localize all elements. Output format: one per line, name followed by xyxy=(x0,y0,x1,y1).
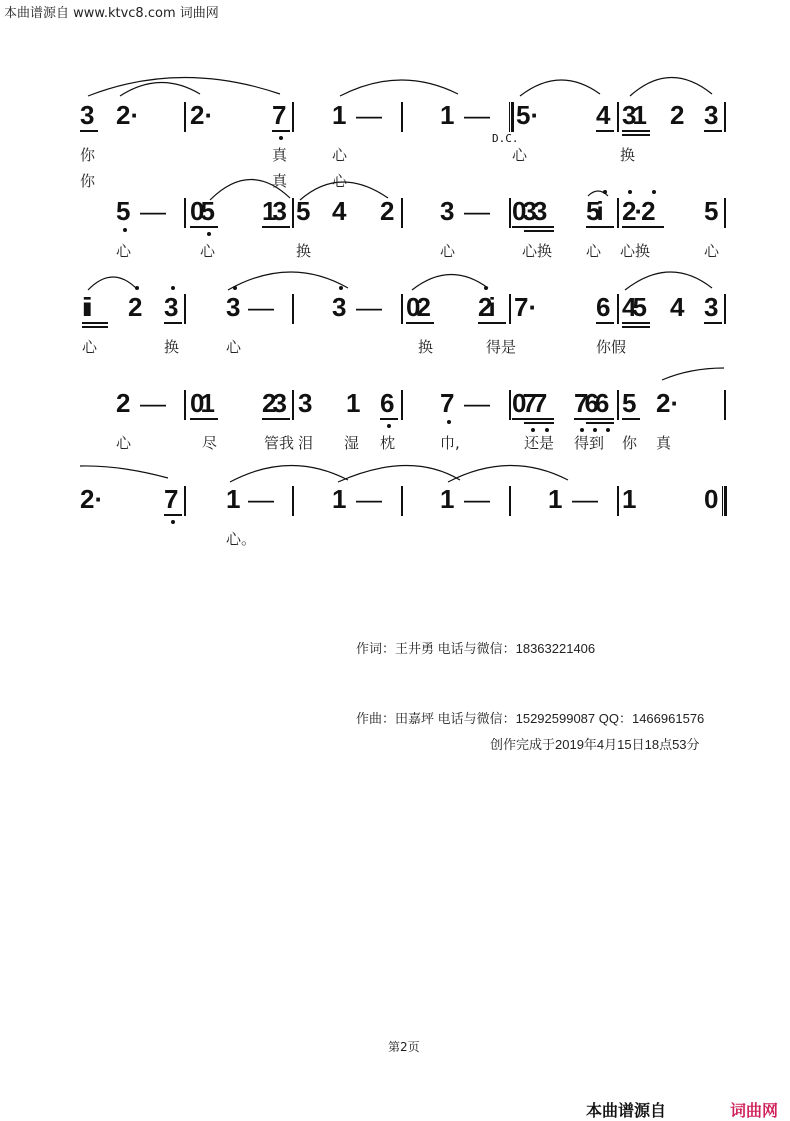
barline xyxy=(401,390,403,420)
octave-dot xyxy=(233,286,237,290)
octave-dot xyxy=(135,286,139,290)
underline xyxy=(596,130,614,132)
barline xyxy=(401,486,403,516)
note: 2· xyxy=(116,100,140,130)
octave-dot xyxy=(652,190,656,194)
lyric: 心 xyxy=(512,146,528,164)
underline xyxy=(380,418,398,420)
note: 2i xyxy=(478,292,492,322)
underline-double xyxy=(622,326,650,328)
dash: — xyxy=(356,292,382,322)
dash: — xyxy=(464,196,490,226)
lyric: 换 xyxy=(296,242,312,260)
lyric: 得到 xyxy=(574,434,605,452)
barline xyxy=(509,294,511,324)
octave-dot xyxy=(279,136,283,140)
barline xyxy=(292,486,294,516)
dash: — xyxy=(356,100,382,130)
underline xyxy=(478,322,506,324)
lyric: 心 xyxy=(440,242,456,260)
note: 4 xyxy=(670,292,685,322)
barline xyxy=(509,390,511,420)
lyric: 湿 xyxy=(344,434,360,452)
dash: — xyxy=(248,292,274,322)
lyric: 枕 xyxy=(380,434,396,452)
lyric: 换 xyxy=(620,146,636,164)
lyric: 真 xyxy=(272,146,288,164)
lyric: 心 xyxy=(226,338,242,356)
barline xyxy=(509,198,511,228)
octave-dot xyxy=(484,286,488,290)
underline xyxy=(262,226,290,228)
octave-dot xyxy=(606,428,610,432)
dash: — xyxy=(140,196,166,226)
underline xyxy=(596,322,614,324)
note: 1 xyxy=(332,484,347,514)
barline xyxy=(184,102,186,132)
lyric: 你假 xyxy=(596,338,627,356)
underline-double xyxy=(622,134,650,136)
lyric: 还是 xyxy=(524,434,555,452)
note: 3 xyxy=(704,100,719,130)
note: 1 xyxy=(622,484,637,514)
note: 766 xyxy=(574,388,606,418)
final-barline xyxy=(722,486,727,516)
lyric: 管我 xyxy=(264,434,295,452)
note: 3 xyxy=(226,292,241,322)
note: 1 xyxy=(548,484,563,514)
note: 05 xyxy=(190,196,211,226)
dash: — xyxy=(464,484,490,514)
note: 4 xyxy=(596,100,611,130)
octave-dot xyxy=(603,190,607,194)
note: 5i xyxy=(586,196,600,226)
barline xyxy=(292,102,294,132)
underline xyxy=(512,418,554,420)
dash: — xyxy=(140,388,166,418)
barline xyxy=(617,390,619,420)
note: 5· xyxy=(516,100,540,130)
note: 2· xyxy=(656,388,680,418)
note: 5 xyxy=(296,196,311,226)
underline xyxy=(406,322,434,324)
underline xyxy=(512,226,554,228)
note: 2 xyxy=(128,292,143,322)
barline xyxy=(724,294,726,324)
lyric: 心 xyxy=(586,242,602,260)
lyric: 换 xyxy=(164,338,180,356)
octave-dot xyxy=(387,424,391,428)
note: 45 xyxy=(622,292,643,322)
dash: — xyxy=(572,484,598,514)
note: 1 xyxy=(226,484,241,514)
note: 01 xyxy=(190,388,211,418)
note: ii xyxy=(82,292,89,322)
barline xyxy=(617,102,619,132)
underline xyxy=(272,130,290,132)
lyric: 真 xyxy=(656,434,672,452)
composer-credit: 作曲：田嘉坪 电话与微信：15292599087 QQ：1466961576 xyxy=(356,711,705,726)
note: 3 xyxy=(704,292,719,322)
underline xyxy=(622,418,640,420)
note: 02 xyxy=(406,292,427,322)
note: 2 xyxy=(116,388,131,418)
lyric: 得是 xyxy=(486,338,517,356)
lyric: 心 xyxy=(332,146,348,164)
underline xyxy=(190,418,218,420)
underline xyxy=(262,418,290,420)
lyricist-credit: 作词：王井勇 电话与微信：18363221406 xyxy=(356,641,596,656)
octave-dot xyxy=(171,520,175,524)
octave-dot xyxy=(447,420,451,424)
lyric: 心 xyxy=(116,434,132,452)
dash: — xyxy=(464,388,490,418)
underline-double xyxy=(82,326,108,328)
note: 3 xyxy=(332,292,347,322)
barline xyxy=(401,102,403,132)
octave-dot xyxy=(628,190,632,194)
note: 3 xyxy=(164,292,179,322)
barline xyxy=(184,294,186,324)
footer-site-logo[interactable]: 词曲网 xyxy=(730,1101,779,1120)
underline xyxy=(574,418,614,420)
lyric: 巾, xyxy=(440,434,460,452)
barline xyxy=(292,390,294,420)
octave-dot xyxy=(339,286,343,290)
underline-double xyxy=(524,230,554,232)
barline xyxy=(184,486,186,516)
note: 6 xyxy=(596,292,611,322)
note: 1 xyxy=(346,388,361,418)
barline xyxy=(184,390,186,420)
lyric: 心换 xyxy=(522,242,553,260)
barline xyxy=(617,486,619,516)
dc-marker: D.C. xyxy=(492,132,519,145)
barline xyxy=(401,198,403,228)
underline xyxy=(622,322,650,324)
barline xyxy=(509,486,511,516)
lyric: 你 xyxy=(80,172,96,190)
barline xyxy=(617,198,619,228)
note: 2·2 xyxy=(622,196,654,226)
note: 6 xyxy=(380,388,395,418)
barline xyxy=(617,294,619,324)
note: 4 xyxy=(332,196,347,226)
dash: — xyxy=(464,100,490,130)
note: 31 xyxy=(622,100,643,130)
lyric: 心 xyxy=(200,242,216,260)
lyric: 你 xyxy=(622,434,638,452)
barline xyxy=(184,198,186,228)
underline-double xyxy=(586,422,614,424)
lyric: 你 xyxy=(80,146,96,164)
underline-double xyxy=(524,422,554,424)
note: 7 xyxy=(164,484,179,514)
note: 3 xyxy=(440,196,455,226)
note: 2· xyxy=(80,484,104,514)
underline xyxy=(190,226,218,228)
barline xyxy=(724,102,726,132)
note: 5 xyxy=(622,388,637,418)
note: 5 xyxy=(116,196,131,226)
note: 033 xyxy=(512,196,544,226)
page-number: 第2页 xyxy=(388,1040,420,1054)
lyric: 真 xyxy=(272,172,288,190)
underline xyxy=(622,130,650,132)
note: 7 xyxy=(272,100,287,130)
note: 2 xyxy=(670,100,685,130)
underline xyxy=(586,226,614,228)
lyric: 心 xyxy=(704,242,720,260)
lyric: 心换 xyxy=(620,242,651,260)
note: 13 xyxy=(262,196,283,226)
note: 3 xyxy=(298,388,313,418)
lyric: 泪 xyxy=(298,434,314,452)
underline xyxy=(704,130,722,132)
note: 2 xyxy=(380,196,395,226)
note: 1 xyxy=(440,100,455,130)
note: 23 xyxy=(262,388,283,418)
lyric: 尽 xyxy=(202,434,218,452)
underline xyxy=(82,322,108,324)
underline xyxy=(164,322,182,324)
note: 7· xyxy=(514,292,538,322)
octave-dot xyxy=(171,286,175,290)
note: 3 xyxy=(80,100,95,130)
site-header: 本曲谱源自 www.ktvc8.com 词曲网 xyxy=(4,6,219,21)
note: 077 xyxy=(512,388,544,418)
footer-source-label: 本曲谱源自 xyxy=(586,1101,667,1120)
barline xyxy=(724,198,726,228)
barline xyxy=(724,390,726,420)
dash: — xyxy=(248,484,274,514)
note: 7 xyxy=(440,388,455,418)
underline xyxy=(164,514,182,516)
note: 5 xyxy=(704,196,719,226)
lyric: 心 xyxy=(332,172,348,190)
dash: — xyxy=(356,484,382,514)
note: 2· xyxy=(190,100,214,130)
lyric: 心。 xyxy=(226,530,257,548)
note: 1 xyxy=(440,484,455,514)
barline xyxy=(292,198,294,228)
note: 1 xyxy=(332,100,347,130)
barline xyxy=(401,294,403,324)
underline xyxy=(622,226,664,228)
completion-date: 创作完成于2019年4月15日18点53分 xyxy=(490,737,700,752)
double-barline xyxy=(509,102,514,132)
octave-dot xyxy=(123,228,127,232)
lyric: 心 xyxy=(116,242,132,260)
lyric: 换 xyxy=(418,338,434,356)
underline xyxy=(80,130,98,132)
octave-dot xyxy=(207,232,211,236)
barline xyxy=(292,294,294,324)
underline xyxy=(704,322,722,324)
note: 0 xyxy=(704,484,719,514)
lyric: 心 xyxy=(82,338,98,356)
